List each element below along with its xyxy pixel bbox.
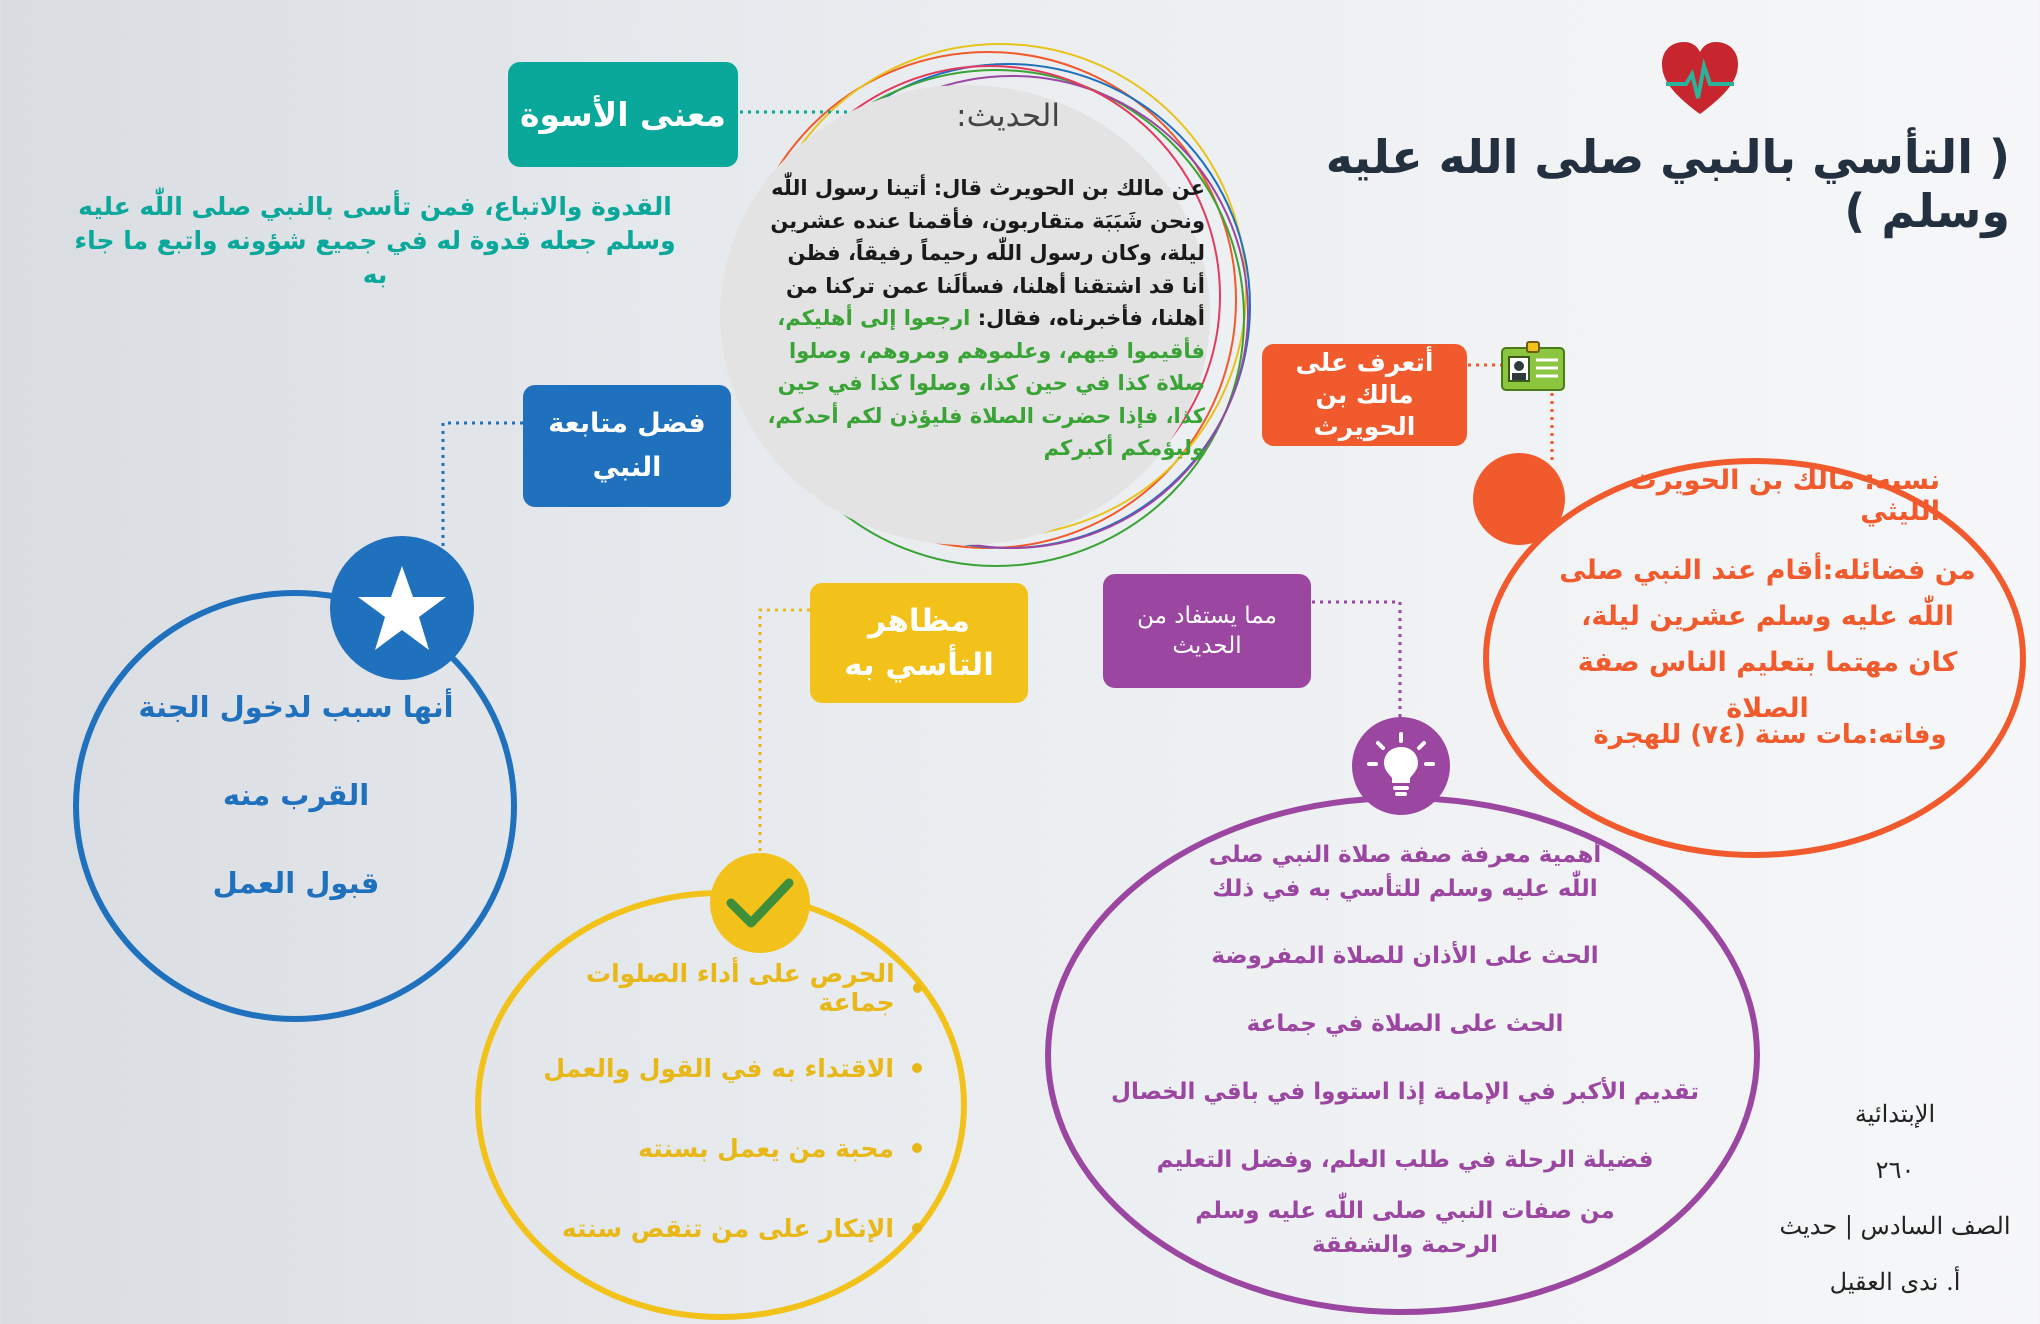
page-title: ( التأسي بالنبي صلى الله عليه وسلم ) <box>1325 130 2010 238</box>
footer-teacher: أ. ندى العقيل <box>1829 1268 1961 1296</box>
meaning-text: القدوة والاتباع، فمن تأسى بالنبي صلى اللّٰه عليه وسلم جعله قدوة له في جميع شؤونه واتبع ما جاء به <box>74 192 676 289</box>
hadith-text <box>760 172 1205 465</box>
hadith-heading: الحديث: <box>956 98 1060 134</box>
benefits-connector <box>1312 602 1400 720</box>
manifestations-item: الإنكار على من تنقص سنته <box>561 1213 894 1243</box>
lightbulb-icon <box>1352 717 1450 815</box>
benefits-item: من صفات النبي صلى اللّٰه عليه وسلم الرحمة والشفقة <box>1195 1198 1615 1258</box>
meaning-box: معنى الأسوة <box>508 62 738 167</box>
benefits-list <box>1090 838 1720 1262</box>
narrator-box: أتعرف على مالك بن الحويرث <box>1262 344 1467 446</box>
manifestations-box: مظاهر التأسي به <box>810 583 1028 703</box>
benefits-item: أهمية معرفة صفة صلاة النبي صلى اللّٰه عليه وسلم للتأسي به في ذلك <box>1208 842 1602 902</box>
virtue-box: فضل متابعة النبي <box>523 385 731 507</box>
footer-code: ٢٦٠ <box>1875 1156 1915 1184</box>
benefits-item: الحث على الصلاة في جماعة <box>1246 1011 1564 1037</box>
footer-grade: الصف السادس | حديث <box>1779 1212 2011 1240</box>
virtue-list <box>96 690 496 954</box>
bullet-dot <box>912 1223 922 1233</box>
benefits-box: مما يستفاد من الحديث <box>1103 574 1311 688</box>
bullet-dot <box>912 1063 922 1073</box>
benefits-item: فضيلة الرحلة في طلب العلم، وفضل التعليم <box>1156 1147 1654 1173</box>
list-item <box>530 1188 922 1268</box>
narrator-lineage: نسبه: مالك بن الحويرث الليثي <box>1629 465 1940 527</box>
virtue-item: قبول العمل <box>212 866 380 900</box>
manifestations-item: الحرص على أداء الصلوات جماعة <box>585 959 895 1017</box>
hadith-text-green: ارجعوا إلى أهليكم، فأقيموا فيهم، وعلموهم ومروهم، وصلوا صلاة كذا في حين كذا، وصلوا كذا في حين كذا، فإذا حضرت الصلاة فليؤذن لكم أحدكم، وليؤمكم أكبركم <box>767 306 1205 460</box>
heart-pulse-icon <box>1660 40 1740 116</box>
id-card-icon <box>1500 340 1566 392</box>
checkmark-icon <box>710 853 810 953</box>
benefits-item: الحث على الأذان للصلاة المفروضة <box>1211 943 1599 969</box>
footer-stage: الإبتدائية <box>1854 1100 1936 1128</box>
narrator-dot <box>1473 453 1565 545</box>
star-icon <box>330 536 474 680</box>
bullet-dot <box>912 1143 922 1153</box>
benefits-item: تقديم الأكبر في الإمامة إذا استووا في باقي الخصال <box>1110 1079 1700 1105</box>
virtue-connector <box>443 423 525 546</box>
bullet-dot <box>913 983 922 993</box>
manifestations-item: محبة من يعمل بسنته <box>638 1133 894 1163</box>
footer-credits <box>1760 1100 2030 1324</box>
manifestations-list <box>530 948 922 1268</box>
narrator-death: وفاته:مات سنة (٧٤) للهجرة <box>1593 720 1947 750</box>
list-item <box>530 948 922 1028</box>
hadith-text-black: عن مالك بن الحويرث قال: أتينا رسول اللّٰه ونحن شَبَبَة متقاربون، فأقمنا عنده عشرين ليلة، وكان رسول اللّٰه رحيماً رفيقاً، فظن أنا قد اشتقنا أهلنا، فسألَنا عمن تركنا من أهلنا، فأخبرناه، فقال: <box>770 176 1205 330</box>
list-item <box>530 1108 922 1188</box>
manifestations-connector <box>760 610 810 875</box>
virtue-item: القرب منه <box>222 778 370 812</box>
manifestations-item: الاقتداء به في القول والعمل <box>543 1053 894 1083</box>
list-item <box>530 1028 922 1108</box>
virtue-item: أنها سبب لدخول الجنة <box>138 690 454 724</box>
narrator-virtues: من فضائله:أقام عند النبي صلى اللّٰه عليه وسلم عشرين ليلة، كان مهتما بتعليم الناس صفة الصلاة <box>1559 555 1976 724</box>
